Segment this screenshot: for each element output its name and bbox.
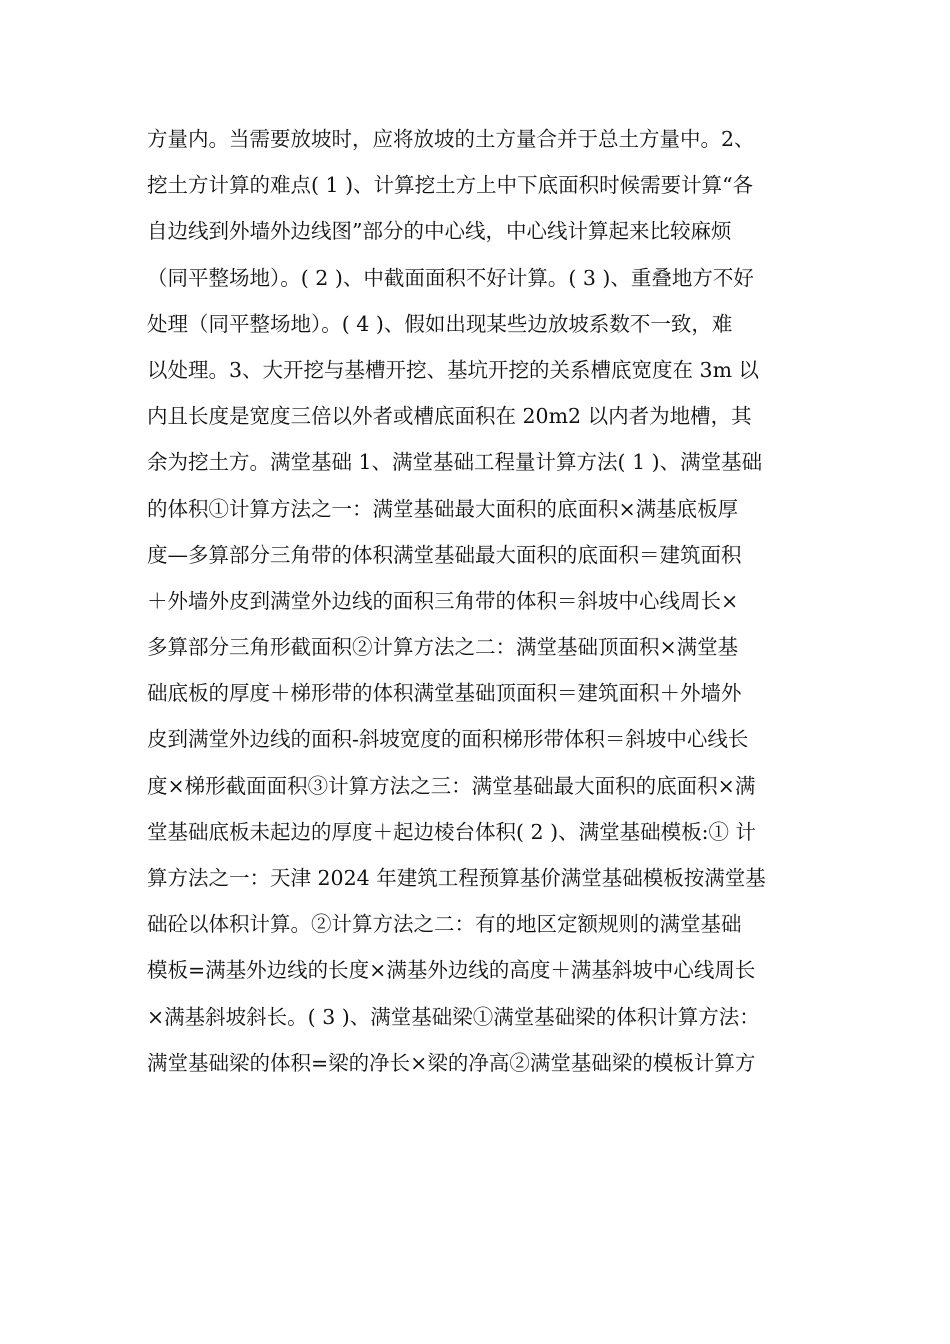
text-line: 多算部分三角形截面积②计算方法之二：满堂基础顶面积×满堂基	[147, 635, 739, 660]
text-line: ×满基斜坡斜长。( 3 )、满堂基础梁①满堂基础梁的体积计算方法：	[147, 1004, 760, 1029]
body-text	[147, 116, 812, 1086]
text-line: 余为挖土方。满堂基础 1、满堂基础工程量计算方法( 1 )、满堂基础	[147, 450, 763, 475]
text-line: 堂基础底板未起边的厚度＋起边棱台体积( 2 )、满堂基础模板:① 计	[147, 819, 756, 844]
text-line: 度—多算部分三角带的体积满堂基础最大面积的底面积＝建筑面积	[147, 542, 742, 567]
text-line: 算方法之一：天津 2024 年建筑工程预算基价满堂基础模板按满堂基	[147, 866, 766, 890]
text-line: 度×梯形截面面积③计算方法之三：满堂基础最大面积的底面积×满	[147, 773, 756, 798]
text-line: 自边线到外墙外边线图”部分的中心线，中心线计算起来比较麻烦	[147, 219, 732, 244]
text-line: 以处理。3、大开挖与基槽开挖、基坑开挖的关系槽底宽度在 3m 以	[147, 357, 760, 382]
text-line: 挖土方计算的难点( 1 )、计算挖土方上中下底面积时候需要计算“各	[147, 173, 754, 198]
text-line: （同平整场地）。( 2 )、中截面面积不好计算。( 3 )、重叠地方不好	[147, 265, 754, 290]
text-line: ＋外墙外皮到满堂外边线的面积三角带的体积＝斜坡中心线周长×	[147, 588, 739, 613]
text-line: 满堂基础梁的体积=梁的净长×梁的净高②满堂基础梁的模板计算方	[147, 1050, 756, 1075]
text-line: 处理（同平整场地）。( 4 )、假如出现某些边放坡系数不一致，难	[147, 311, 733, 336]
text-line: 的体积①计算方法之一：满堂基础最大面积的底面积×满基底板厚	[147, 496, 739, 521]
text-line: 方量内。当需要放坡时，应将放坡的土方量合并于总土方量中。2、	[147, 127, 755, 151]
text-line: 模板=满基外边线的长度×满基外边线的高度＋满基斜坡中心线周长	[147, 958, 756, 983]
text-line: 内且长度是宽度三倍以外者或槽底面积在 20m2 以内者为地槽，其	[147, 404, 752, 429]
text-line: 础底板的厚度＋梯形带的体积满堂基础顶面积＝建筑面积＋外墙外	[147, 681, 742, 706]
text-line: 础砼以体积计算。②计算方法之二：有的地区定额规则的满堂基础	[147, 912, 742, 937]
text-line: 皮到满堂外边线的面积-斜坡宽度的面积梯形带体积＝斜坡中心线长	[147, 727, 749, 752]
